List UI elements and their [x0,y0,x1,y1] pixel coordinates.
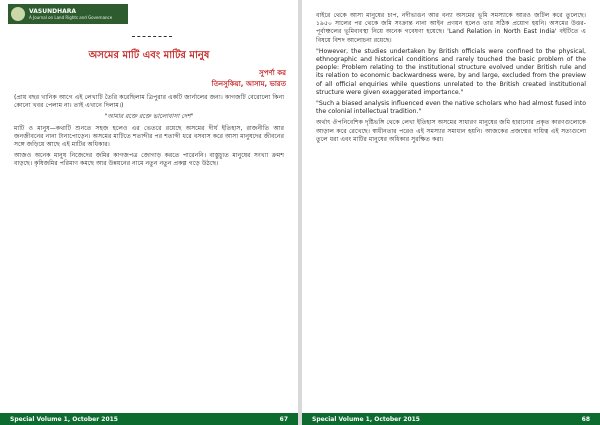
right-body [316,12,586,147]
english-quote: "Such a biased analysis influenced even the native scholars who had almost fused into the colonial intellectual tradition." [316,100,586,116]
left-body [14,94,284,172]
quote: "আমার রক্তে রক্তে ভালোবাসা দেশ" [104,113,194,121]
author-name: সুপর্ণা কর [259,69,286,77]
masthead-text [29,8,112,20]
body-paragraph: মাটি ও মানুষ—কথাটি শুনতে সহজ হলেও এর ভেতরে রয়েছে অসমের দীর্ঘ ইতিহাস, রাজনীতি আর জনজীবনের নানা টানাপোড়েন। অসমের মাটিতে শতাব্দীর পর শতাব্দী ধরে বসবাস করে আসা মানুষদের জীবনের সঙ্গে জড়িয়ে আছে এই মাটির অধিকার। [14,124,284,149]
body-paragraph: আজও অনেক মানুষ নিজেদের জমির কাগজপত্র জোগাড় করতে পারেননি। বাস্তুচ্যুত মানুষের সংখ্যা ক্রমশ বাড়ছে। কৃষিজমির পরিমাণ কমছে আর উন্নয়নের নামে নতুন নতুন প্রকল্প গড়ে উঠছে। [14,152,284,168]
english-quote: "However, the studies undertaken by British officials were confined to the physical, ethnographic and historical conditions and rarely touched the basic problem of the people: Problem relating to the institutional structure evolved under British rule and its relation to economic backwardness were, by and large, excluded from the preview of all official enquiries while questions unrelated to the British created institutional structure were given exaggerated importance." [316,47,586,96]
right-footer [302,413,600,425]
body-paragraph: বাইরে থেকে আসা মানুষের চাপ, নদীভাঙন আর বন্যা অসমের ভূমি সমস্যাকে আরও জটিল করে তুলেছে। ১৯৫০ সালের পর থেকে জমি সংক্রান্ত নানা আইন প্রণয়ন হলেও তার সঠিক প্রয়োগ হয়নি। অসমের উত্তর-পূর্বাঞ্চলের ভূমিব্যবস্থা নিয়ে অনেক গবেষণা হয়েছে। 'Land Relation in North East India' বইটিতে এ বিষয়ে বিশদ আলোচনা রয়েছে। [316,12,586,44]
footer-edition: Special Volume 1, October 2015 [10,415,118,423]
logo-icon [11,7,25,21]
masthead-title: VASUNDHARA [29,8,77,15]
article-title: অসমের মাটি এবং মাটির মানুষ [88,50,210,61]
masthead [8,4,128,24]
masthead-subtitle: A Journal on Land Rights and Governance [29,15,113,20]
right-page [302,0,600,425]
left-footer [0,413,298,425]
page-number: 68 [581,415,590,423]
decorative-rule [132,36,172,37]
footer-edition: Special Volume 1, October 2015 [312,415,420,423]
left-page [0,0,298,425]
author-affiliation: তিনসুকিয়া, আসাম, ভারত [211,80,286,88]
page-number: 67 [279,415,288,423]
author-block [212,68,286,90]
body-paragraph: অর্থাৎ ঔপনিবেশিক দৃষ্টিভঙ্গি থেকে লেখা ইতিহাস অসমের সাধারণ মানুষের জমি হারানোর প্রকৃত কারণগুলোকে আড়াল করে রেখেছে। স্বাধীনতার পরেও এই সমস্যার সমাধান হয়নি। আজকের প্রজন্মের দায়িত্ব এই সত্যগুলো তুলে ধরা এবং মাটির মানুষের অধিকার সুরক্ষিত করা। [316,119,586,143]
intro-paragraph: (প্রায় বছর খানিক আগে এই লেখাটি তৈরি করেছিলাম ত্রিপুরার একটি জার্নালের জন্য। কাগজটি বেরোলো কিনা কোনো খবর পেলাম না। তাই এখানে দিলাম।) [14,94,284,110]
